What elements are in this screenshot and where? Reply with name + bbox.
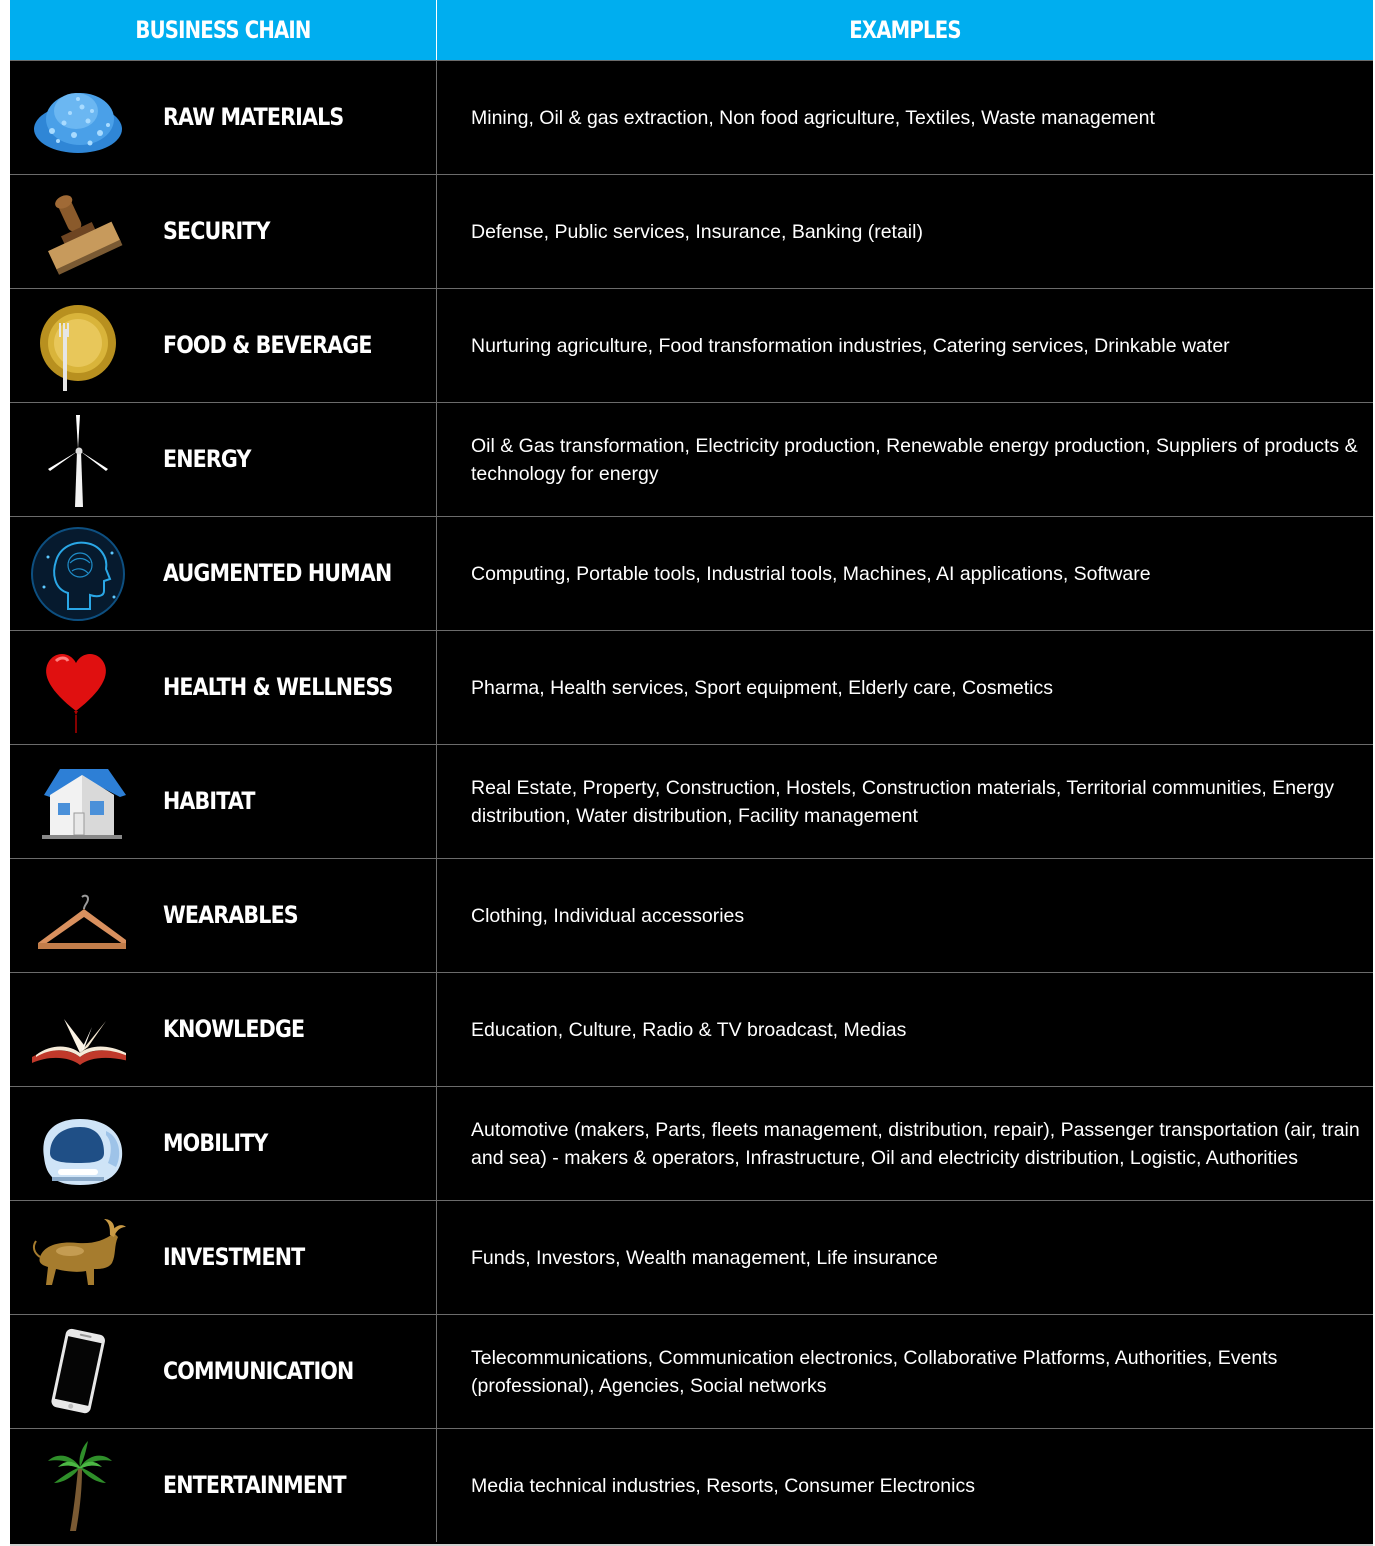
table-row	[10, 288, 1373, 402]
column-divider	[436, 745, 437, 858]
examples-text: Pharma, Health services, Sport equipment, Elderly care, Cosmetics	[471, 676, 1053, 699]
table-row	[10, 1428, 1373, 1542]
column-divider	[436, 403, 437, 516]
examples-text: Computing, Portable tools, Industrial tools, Machines, AI applications, Software	[471, 562, 1151, 585]
category-label: HABITAT	[163, 787, 255, 815]
stamp-icon	[30, 185, 126, 279]
examples-text: Mining, Oil & gas extraction, Non food agriculture, Textiles, Waste management	[471, 106, 1155, 129]
column-divider	[436, 859, 437, 972]
category-label: MOBILITY	[163, 1129, 268, 1157]
category-label: INVESTMENT	[163, 1243, 305, 1271]
column-divider	[436, 517, 437, 630]
examples-text: Education, Culture, Radio & TV broadcast, Medias	[471, 1018, 907, 1041]
wind-turbine-icon	[30, 413, 126, 507]
column-divider	[436, 1087, 437, 1200]
category-label: RAW MATERIALS	[163, 103, 344, 131]
table-row	[10, 630, 1373, 744]
column-divider	[436, 631, 437, 744]
category-label: KNOWLEDGE	[163, 1015, 305, 1043]
examples-text: Real Estate, Property, Construction, Hostels, Construction materials, Territorial communities, Energy distribution, Water distribution, Facility management	[471, 776, 1335, 827]
table-row	[10, 1200, 1373, 1314]
table-row	[10, 1086, 1373, 1200]
house-icon	[30, 755, 126, 849]
business-chain-table	[10, 0, 1373, 1546]
digital-head-icon	[30, 527, 126, 621]
column-divider	[436, 973, 437, 1086]
column-divider	[436, 1201, 437, 1314]
raw-materials-icon	[30, 71, 126, 165]
table-row	[10, 402, 1373, 516]
column-divider	[436, 175, 437, 288]
examples-text: Automotive (makers, Parts, fleets management, distribution, repair), Passenger transportation (air, train and sea) - makers & operators, Infrastructure, Oil and electricity distribution, Logistic, Authorities	[471, 1118, 1360, 1169]
table-row	[10, 858, 1373, 972]
heart-balloon-icon	[30, 641, 126, 735]
examples-text: Nurturing agriculture, Food transformation industries, Catering services, Drinkable water	[471, 334, 1230, 357]
category-label: ENTERTAINMENT	[163, 1471, 346, 1499]
category-label: HEALTH & WELLNESS	[163, 673, 393, 701]
header-business-chain: BUSINESS CHAIN	[135, 16, 311, 44]
table-row	[10, 516, 1373, 630]
examples-text: Defense, Public services, Insurance, Banking (retail)	[471, 220, 923, 243]
table-row	[10, 1314, 1373, 1428]
column-divider	[436, 61, 437, 174]
column-divider	[436, 289, 437, 402]
category-label: FOOD & BEVERAGE	[163, 331, 372, 359]
palm-tree-icon	[30, 1439, 126, 1533]
table-row	[10, 60, 1373, 174]
smartphone-icon	[30, 1325, 126, 1419]
table-row	[10, 972, 1373, 1086]
category-label: AUGMENTED HUMAN	[163, 559, 392, 587]
pod-vehicle-icon	[30, 1097, 126, 1191]
column-divider	[436, 1429, 437, 1542]
category-label: SECURITY	[163, 217, 270, 245]
column-divider	[436, 1315, 437, 1428]
table-row	[10, 174, 1373, 288]
hanger-icon	[30, 869, 126, 963]
category-label: COMMUNICATION	[163, 1357, 354, 1385]
category-label: ENERGY	[163, 445, 251, 473]
examples-text: Telecommunications, Communication electronics, Collaborative Platforms, Authorities, Events (professional), Agencies, Social networks	[471, 1346, 1278, 1397]
bull-icon	[30, 1211, 126, 1305]
examples-text: Oil & Gas transformation, Electricity production, Renewable energy production, Suppliers of products & technology for energy	[471, 434, 1358, 485]
header-divider	[436, 0, 437, 60]
table-row	[10, 744, 1373, 858]
plate-fork-icon	[30, 299, 126, 393]
examples-text: Media technical industries, Resorts, Consumer Electronics	[471, 1474, 975, 1497]
open-book-icon	[30, 983, 126, 1077]
category-label: WEARABLES	[163, 901, 298, 929]
examples-text: Funds, Investors, Wealth management, Life insurance	[471, 1246, 938, 1269]
table-header	[10, 0, 1373, 62]
examples-text: Clothing, Individual accessories	[471, 904, 745, 927]
header-examples: EXAMPLES	[849, 16, 961, 44]
